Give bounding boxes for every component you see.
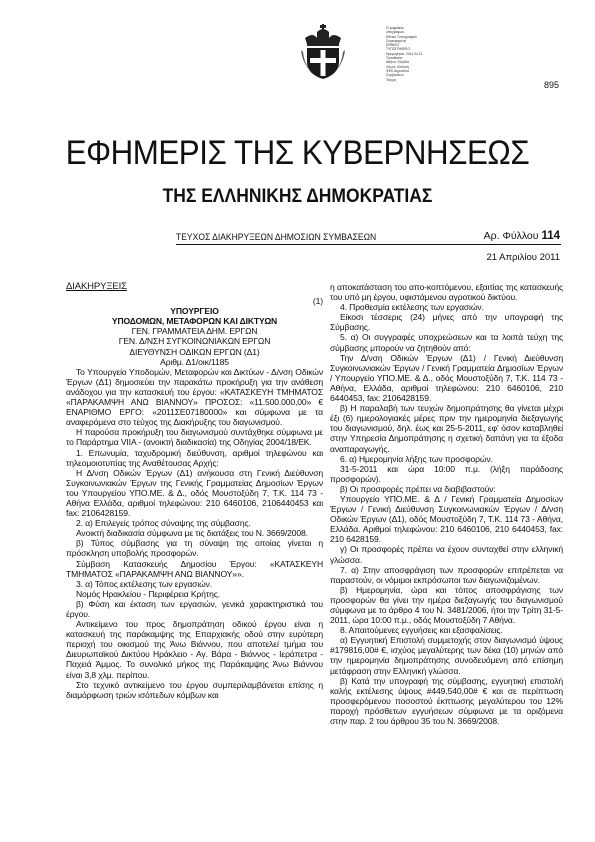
paragraph: β) Οι προσφορές πρέπει να διαβιβαστούν: (340, 483, 496, 494)
signature-line: Αθήνα, Ελλάδα (386, 60, 409, 65)
paragraph: ΥΠΟΔΟΜΩΝ, ΜΕΤΑΦΟΡΩΝ ΚΑΙ ΔΙΚΤΥΩΝ (111, 316, 278, 327)
paragraph: Την Δ/νση Οδικών Έργων (Δ1) / Γενική Διεύθυνση Συγκοινωνιακών Έργων / Γενική Γραμματεία Δημοσίων Έργων / Υπουργείο ΥΠΟ.ΜΕ. & Δ., οδός Μουστοξύδη 7, Τ.Κ. 114 73 - Αθήνα, Ελλάδα, αριθμοί τηλεφώνου: 210 6460106, 210 6440453, fax: 2106428159. (330, 352, 563, 404)
left-text-column (66, 282, 323, 700)
right-text-column (330, 282, 563, 726)
paragraph: β) Φύση και έκταση των εργασιών, γενικά χαρακτηριστικά του έργου. (66, 598, 323, 619)
paragraph: β) Τύπος σύμβασης για τη σύναψη της οποίας γίνεται η πρόσκληση υποβολής προσφορών. (66, 538, 323, 559)
coat-of-arms-icon (299, 24, 347, 80)
issue-type: ΤΕΥΧΟΣ ΔΙΑΚΗΡΥΞΕΩΝ ΔΗΜΟΣΙΩΝ ΣΥΜΒΑΣΕΩΝ (176, 232, 377, 242)
signature-line: Ημερομηνία: 2011.04.21 (386, 51, 423, 56)
signature-line: υπογράφων (386, 30, 405, 35)
paragraph: 2. α) Επιλεγείς τρόπος σύναψης της σύμβασης. (76, 518, 251, 529)
sheet-label: Αρ. Φύλλου (483, 230, 539, 242)
signature-line: Λόγος: Εκδοση (386, 64, 409, 69)
paragraph: Η παρούσα προκήρυξη του διαγωνισμού συντάχθηκε σύμφωνα με το Παράρτημα VIIA - (ανοικτή διαδικασία) της Οδηγίας 2004/18/ΕΚ. (66, 427, 323, 448)
paragraph: ΔΙΕΥΘΥΝΣΗ ΟΔΙΚΩΝ ΕΡΓΩΝ (Δ1) (129, 346, 260, 357)
paragraph: γ) Οι προσφορές πρέπει να έχουν συνταχθεί στην ελληνική γλώσσα. (330, 544, 563, 565)
paragraph: Στο τεχνικό αντικείμενο του έργου συμπεριλαμβάνεται επίσης η διαμόρφωση τριών ισόπεδων κόμβων και (66, 679, 323, 700)
paragraph: Αριθμ. Δ1/οικ/1185 (160, 356, 229, 367)
paragraph: Νομός Ηρακλείου - Περιφέρεια Κρήτης. (76, 588, 220, 599)
signature-line: Εθνικό Τυπογραφείο (386, 34, 417, 39)
paragraph: ΓΕΝ. Δ/ΝΣΗ ΣΥΓΚΟΙΝΩΝΙΑΚΩΝ ΕΡΓΩΝ (118, 336, 271, 347)
paragraph: β) Η παραλαβή των τευχών δημοπράτησης θα γίνεται μέχρι έξι (6) ημερολογιακές μέρες πριν την ημερομηνία διεξαγωγής του διαγωνισμού, δηλ. έως και 25-5-2011, εφ' όσον καταβληθεί στην Υπηρεσία Δημοπράτησης η σχετική δαπάνη για τα έξοδα αναπαραγωγής. (330, 403, 563, 454)
paragraph: β) Κατά την υπογραφή της σύμβασης, εγγυητική επιστολή καλής εκτέλεσης ύψους #449.540,00# € και σε περίπτωση προσφερόμενου ποσοστού έκπτωσης μεγαλύτερου του 12% παροχή πρόσθετων εγγυήσεων σύμφωνα με τα οριζόμενα στην παρ. 2 του άρθρου 35 του Ν. 3669/2008. (330, 675, 563, 727)
issue-date: 21 Απριλίου 2011 (486, 252, 560, 263)
paragraph: ΓΕΝ. ΓΡΑΜΜΑΤΕΙΑ ΔΗΜ. ΕΡΓΩΝ (131, 326, 258, 337)
paragraph: 8. Απαιτούμενες εγγυήσεις και εξασφαλίσεις. (340, 625, 503, 636)
paragraph: 3. α) Τόπος εκτέλεσης των εργασιών. (76, 578, 213, 589)
paragraph: Ανοικτή διαδικασία σύμφωνα με τις διατάξεις του Ν. 3669/2008. (76, 528, 308, 539)
digital-signature-note (386, 26, 444, 82)
paragraph: Είκοσι τέσσερις (24) μήνες από την υπογραφή της Σύμβασης. (330, 312, 563, 333)
paragraph: 7. α) Στην αποσφράγιση των προσφορών επιτρέπεται να παραστούν, οι νόμιμοι εκπρόσωποι των διαγωνιζομένων. (330, 564, 563, 585)
paragraph: Υπουργείο ΥΠΟ.ΜΕ. & Δ / Γενική Γραμματεία Δημοσίων Έργων / Γενική Διεύθυνση Συγκοινωνιακών Έργων / Δ/νση Οδικών Έργων (Δ1), οδός Μουστοξύδη 7, Τ.Κ. 114 73 - Αθήνα, Ελλάδα. Αριθμοί τηλεφώνου: 210 6460106, 210 6440453, fax: 210 6428159. (330, 493, 563, 545)
signature-line: Τοποθεσία: (386, 56, 403, 61)
paragraph: 1. Επωνυμία, ταχυδρομική διεύθυνση, αριθμοί τηλεφώνου και τηλεομοιοτυπίας της Αναθέτουσας Αρχής: (66, 447, 323, 468)
paragraph: Σύμβαση Κατασκευής Δημοσίου Έργου: «ΚΑΤΑΣΚΕΥΗ ΤΜΗΜΑΤΟΣ «ΠΑΡΑΚΑΜΨΗ ΑΝΩ ΒΙΑΝΝΟΥ»». (66, 558, 323, 579)
paragraph: α) Εγγυητική Επιστολή συμμετοχής στον διαγωνισμό ύψους #179816,00# €, ισχύος μεγαλύτερης των δέκα (10) μηνών από την ημερομηνία δημοπράτησης συνοδευόμενη από επίσημη μετάφραση στην Ελληνική γλώσσα. (330, 635, 563, 676)
paragraph: ΥΠΟΥΡΓΕΙΟ (170, 306, 219, 317)
paragraph: Αντικείμενο του προς δημοπράτηση οδικού έργου είναι η κατασκευή της παράκαμψης της Επαρχιακής οδού στην ευρύτερη περιοχή του οικισμού της Άνω Βιάννου, που αποτελεί τμήμα του Διευρωπαϊκού Δικτύου Ηράκλειο - Αγ. Βάρα - Βιάννος - Ιεράπετρα - Παχειά Άμμος. Το συνολικό μήκος της Παράκαμψης Άνω Βιάννου είναι 3,8 χλμ. περίπου. (66, 619, 323, 680)
signature-line: Συμβάσεων (386, 73, 404, 78)
paragraph: 4. Προθεσμία εκτέλεσης των εργασιών. (340, 302, 484, 313)
paragraph: Το Υπουργείο Υποδομών, Μεταφορών και Δικτύων - Δ/νση Οδικών Έργων (Δ1) δημοσιεύει την παρακάτω προκήρυξη για την ανάθεση ανάδοχου για την κατασκευή του έργου: «ΚΑΤΑΣΚΕΥΗ ΤΜΗΜΑΤΟΣ «ΠΑΡΑΚΑΜΨΗ ΑΝΩ ΒΙΑΝΝΟΥ» ΠΡΟΣΟΣ: «11.500.000,00» € ΕΝΑΡΙΘΜΟ ΕΡΓΟ: «2011ΣΕ07180000» και σύμφωνα με τα αναφερόμενα στο τεύχος της Διακήρυξης του διαγωνισμού. (66, 366, 323, 428)
header-divider (176, 244, 561, 245)
masthead-title: ΕΦΗΜΕΡΙΣ ΤΗΣ ΚΥΒΕΡΝΗΣΕΩΣ (65, 134, 530, 172)
paragraph: β) Ημερομηνία, ώρα και τόπος αποσφράγισης των προσφορών θα γίνει την ημέρα διεξαγωγής του διαγωνισμού σύμφωνα με το άρθρο 4 του Ν. 3481/2006, ήτοι την Τρίτη 31-5-2011, ώρα 10:00 π.μ., οδός Μουστοξύδη 7 Αθήνα. (330, 584, 563, 626)
paragraph: 5. α) Οι συγγραφές υποχρεώσεων και τα λοιπά τεύχη της σύμβασης μπορούν να ζητηθούν από: (330, 332, 563, 353)
sheet-number-block (484, 230, 560, 242)
section-heading: ΔΙΑΚΗΡΥΞΕΙΣ (66, 281, 127, 292)
paragraph: 6. α) Ημερομηνία λήξης των προσφορών. (340, 453, 493, 464)
paragraph: η αποκατάσταση του απο-κοπτόμενου, εξαιτίας της κατασκευής του υπό μη έργου, υφιστάμενου αγροτικού δικτύου. (330, 282, 563, 303)
signature-line: Τεύχος (386, 77, 397, 82)
page-number: 895 (543, 80, 559, 90)
paragraph: (1) (312, 296, 323, 307)
signature-line: ΕΘΝΙΚΟ (386, 43, 400, 48)
signature-line: ΦΕΚ Δημοσίων (386, 68, 410, 73)
greek-coat-of-arms-emblem (299, 24, 347, 80)
signature-line: Ο ψηφιακός (386, 26, 404, 30)
sheet-number: 114 (541, 230, 560, 242)
paragraph: 31-5-2011 και ώρα 10:00 π.μ. (λήξη παράδοσης προσφορών). (330, 463, 563, 484)
signature-line: Συγκεκριμένη (386, 38, 407, 43)
paragraph: Η Δ/νση Οδικών Έργων (Δ1) ανήκουσα στη Γενική Διεύθυνση Συγκοινωνιακών Έργων της Γενικής Γραμματείας Δημοσίων Έργων του Υπουργείου ΥΠΟ.ΜΕ. & Δ., οδός Μουστοξύδη 7, Τ.Κ. 114 73 - Αθήνα Ελλάδα, αριθμοί τηλεφώνου: 210 6460106, 2106440453 και fax: 2106428159. (66, 467, 323, 519)
signature-line: ΤΥΠΟΓΡΑΦΕΙΟ (386, 47, 411, 52)
masthead-subtitle: ΤΗΣ ΕΛΛΗΝΙΚΗΣ ΔΗΜΟΚΡΑΤΙΑΣ (162, 186, 433, 207)
